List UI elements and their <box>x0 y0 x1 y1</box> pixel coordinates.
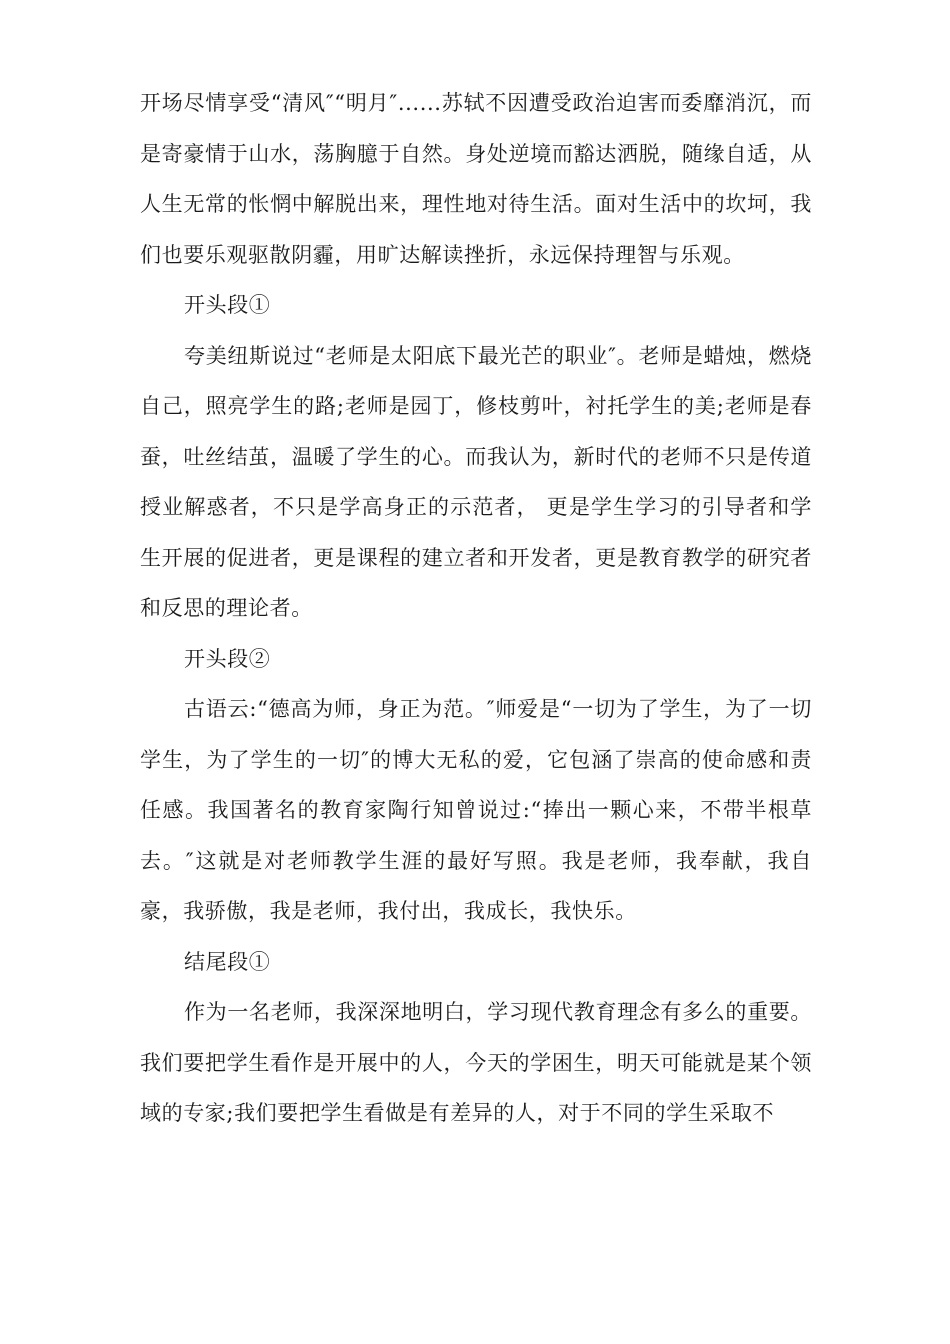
document-page <box>140 78 812 1139</box>
section-heading-ending-1: 结尾段① <box>184 949 271 974</box>
section-heading-opening-2: 开头段② <box>184 646 271 671</box>
paragraph-sushi-conclusion: 开场尽情享受“清风″“明月″......苏轼不因遭受政治迫害而委靡消沉，而是寄豪情于山水，荡胸臆于自然。身处逆境而豁达洒脱，随缘自适，从人生无常的怅惘中解脱出来，理性地对待生活。面对生活中的坎坷，我们也要乐观驱散阴霾，用旷达解读挫折，永远保持理智与乐观。 <box>140 91 812 267</box>
paragraph-opening-1: 夸美纽斯说过“老师是太阳底下最光芒的职业″。老师是蜡烛，燃烧自己，照亮学生的路;老师是园丁，修枝剪叶，衬托学生的美;老师是春蚕，吐丝结茧，温暖了学生的心。而我认为，新时代的老师不只是传道授业解惑者，不只是学高身正的示范者， 更是学生学习的引导者和学生开展的促进者，更是课程的建立者和开发者，更是教育教学的研究者和反思的理论者。 <box>140 343 812 620</box>
section-heading-opening-1: 开头段① <box>184 293 271 317</box>
paragraph-opening-2: 古语云:“德高为师，身正为范。″师爱是“一切为了学生，为了一切学生，为了学生的一切″的博大无私的爱，它包涵了崇高的使命感和责任感。我国著名的教育家陶行知曾说过:“捧出一颗心来，不带半根草去。″这就是对老师教学生涯的最好写照。我是老师，我奉献，我自豪，我骄傲，我是老师，我付出，我成长，我快乐。 <box>140 697 812 923</box>
paragraph-ending-1: 作为一名老师，我深深地明白，学习现代教育理念有多么的重要。我们要把学生看作是开展中的人，今天的学困生，明天可能就是某个领域的专家;我们要把学生看做是有差异的人，对于不同的学生采取不 <box>140 1000 812 1125</box>
